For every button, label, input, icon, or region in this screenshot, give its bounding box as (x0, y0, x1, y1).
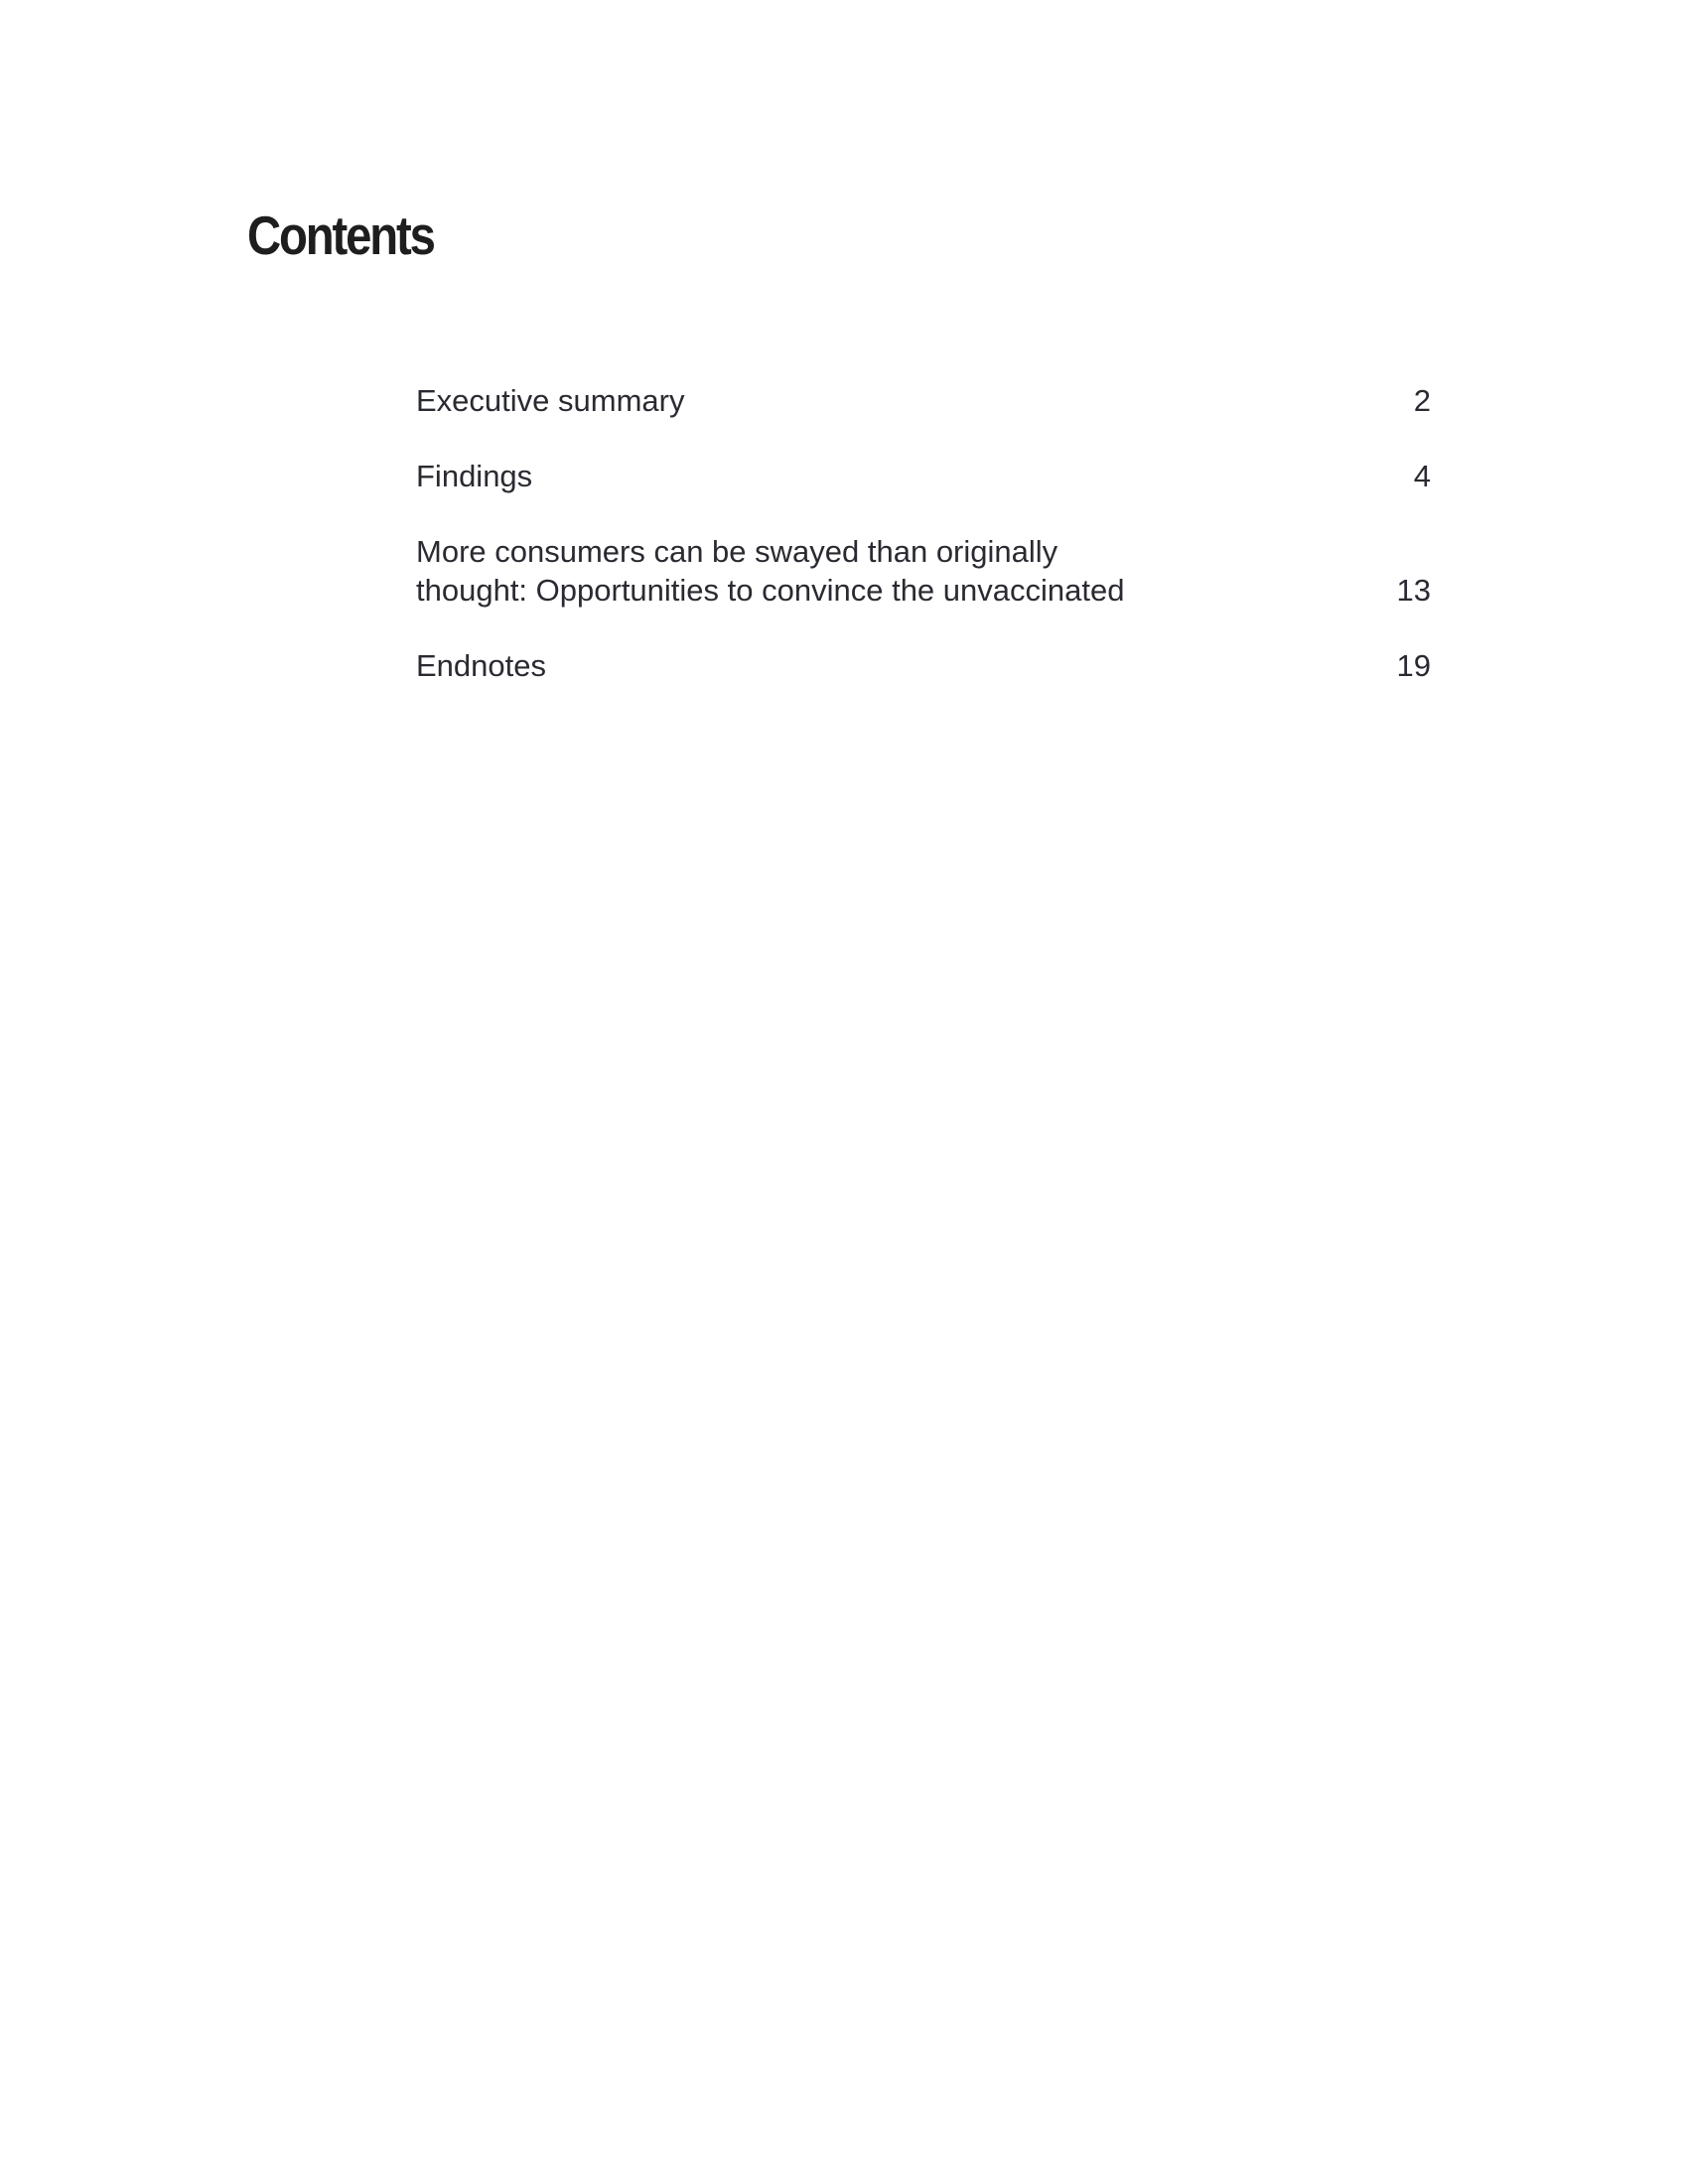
toc-entry-more-consumers[interactable] (416, 532, 1431, 610)
toc-entry-executive-summary[interactable] (416, 381, 1431, 420)
toc-entry-page-number: 19 (1396, 648, 1431, 683)
toc-entry-findings[interactable] (416, 457, 1431, 495)
toc-entry-label: Executive summary (416, 383, 685, 418)
toc-entry-label: More consumers can be swayed than originally thought: Opportunities to convince the unvaccinated (416, 534, 1125, 608)
toc-entry-label: Endnotes (416, 648, 546, 683)
toc-entry-page-number: 2 (1413, 383, 1431, 418)
table-of-contents (416, 381, 1431, 722)
toc-entry-page-number: 13 (1396, 573, 1431, 608)
toc-entry-label: Findings (416, 459, 533, 493)
page-title: Contents (247, 205, 434, 266)
toc-entry-endnotes[interactable] (416, 646, 1431, 685)
toc-entry-page-number: 4 (1413, 459, 1431, 493)
